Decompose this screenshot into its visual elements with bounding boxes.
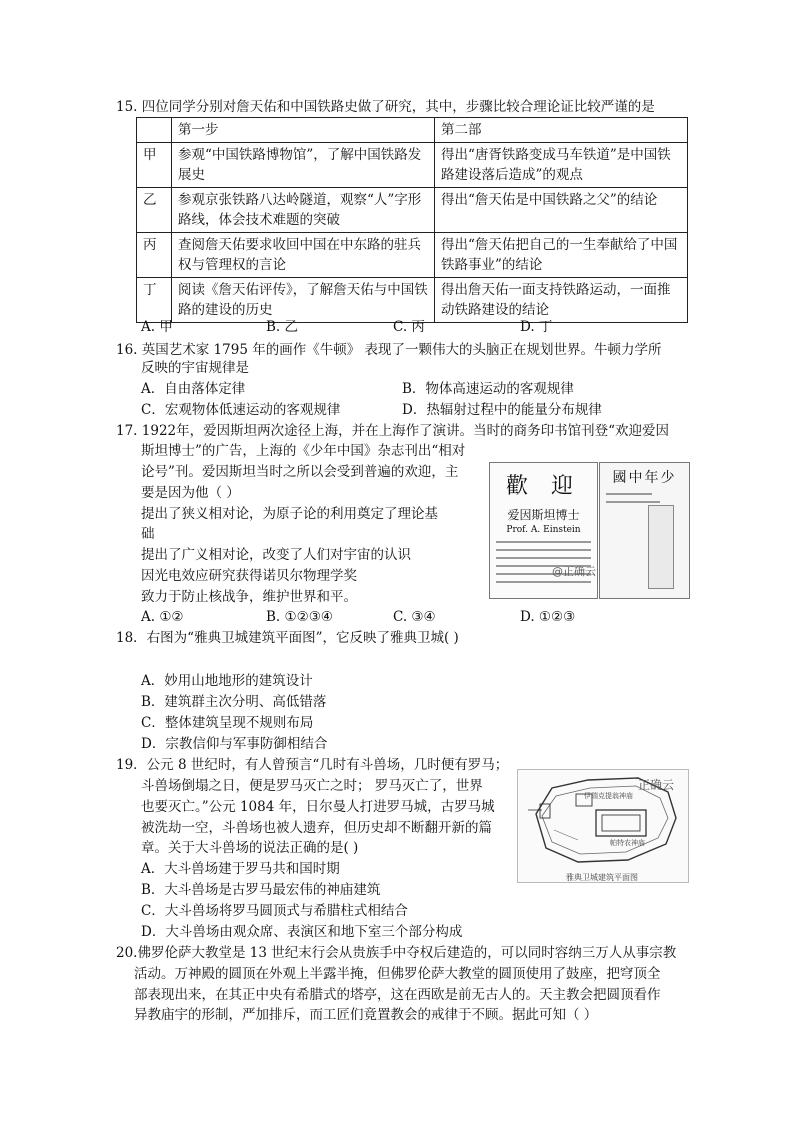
young-china-magazine-image bbox=[599, 462, 690, 599]
row-key: 乙 bbox=[137, 188, 172, 233]
q19-line: 章。关于大斗兽场的说法正确的是( ) bbox=[141, 840, 359, 856]
q15-option-c[interactable]: C. 丙 bbox=[393, 319, 425, 335]
table-row bbox=[137, 233, 688, 278]
q16-stem-line2: 反映的宇宙规律是 bbox=[141, 360, 249, 376]
magazine-cover-panel bbox=[648, 505, 674, 589]
row-step1: 参观“中国铁路博物馆”，了解中国铁路发展史 bbox=[172, 143, 435, 188]
table-row bbox=[137, 188, 688, 233]
q15-option-b[interactable]: B. 乙 bbox=[266, 319, 299, 335]
q17-option-c[interactable]: C. ③④ bbox=[393, 609, 436, 625]
q16-option-b[interactable]: B．物体高速运动的客观规律 bbox=[402, 381, 574, 397]
q17-line: 17. 1922年，爱因斯坦两次途径上海，并在上海作了演讲。当时的商务印书馆刊登“欢迎爱因 bbox=[116, 423, 670, 439]
ad-subtitle: 爱因斯坦博士 bbox=[507, 508, 580, 522]
q20-line: 活动。万神殿的圆顶在外观上半露半掩，但佛罗伦萨大教堂的圆顶使用了鼓座，把穹顶全 bbox=[134, 966, 661, 982]
q17-option-d[interactable]: D. ①②③ bbox=[520, 609, 576, 625]
row-step1: 参观京张铁路八达岭隧道，观察“人”字形路线，体会技术难题的突破 bbox=[172, 188, 435, 233]
q16-stem-line1: 16. 英国艺术家 1795 年的画作《牛顿》 表现了一颗伟大的头脑正在规划世界。牛顿力学所 bbox=[116, 342, 662, 358]
table-cell bbox=[137, 118, 172, 143]
ad-title: 歡 迎 bbox=[506, 474, 581, 499]
q18-option-c[interactable]: C．整体建筑呈现不规则布局 bbox=[141, 715, 314, 731]
q17-item-1: 提出了狭义相对论，为原子论的利用奠定了理论基 bbox=[141, 506, 438, 522]
q15-option-a[interactable]: A. 甲 bbox=[141, 319, 173, 335]
acropolis-plan-figure bbox=[517, 769, 689, 883]
row-step2: 得出“詹天佑把自己的一生奉献给了中国铁路事业”的结论 bbox=[435, 233, 688, 278]
magazine-title: 國中年少 bbox=[612, 470, 677, 486]
q15-table bbox=[136, 117, 688, 323]
einstein-welcome-ad-image bbox=[489, 462, 598, 599]
q19-line: 斗兽场倒塌之日，便是罗马灭亡之时； 罗马灭亡了，世界 bbox=[141, 778, 483, 794]
figure-watermark: 正确云 bbox=[638, 778, 675, 792]
table-row bbox=[137, 143, 688, 188]
q16-option-d[interactable]: D．热辐射过程中的能量分布规律 bbox=[402, 402, 602, 418]
q15-option-d[interactable]: D. 丁 bbox=[520, 319, 553, 335]
row-step2: 得出“唐胥铁路变成马车铁道”是中国铁路建设落后造成”的观点 bbox=[435, 143, 688, 188]
row-key: 甲 bbox=[137, 143, 172, 188]
q17-line: 斯坦博士”的广告，上海的《少年中国》杂志刊出“相对 bbox=[141, 443, 466, 459]
q20-line: 20.佛罗伦萨大教堂是 13 世纪末行会从贵族手中夺权后建造的，可以同时容纳三万人从事宗教 bbox=[116, 945, 677, 961]
q17-item-2: 提出了广义相对论，改变了人们对宇宙的认识 bbox=[141, 547, 411, 563]
row-step1: 查阅詹天佑要求收回中国在中东路的驻兵权与管理权的言论 bbox=[172, 233, 435, 278]
q17-option-b[interactable]: B. ①②③④ bbox=[266, 609, 333, 625]
row-key: 丙 bbox=[137, 233, 172, 278]
q19-option-d[interactable]: D．大斗兽场由观众席、表演区和地下室三个部分构成 bbox=[141, 924, 463, 940]
table-row bbox=[137, 278, 688, 323]
watermark-stamp: @正确云 bbox=[552, 565, 596, 578]
q19-line: 19．公元 8 世纪时，有人曾预言“几时有斗兽场，几时便有罗马； bbox=[116, 757, 509, 773]
figure-label: 伊瑞克提翁神庙 bbox=[584, 792, 633, 800]
q17-item-3: 因光电效应研究获得诺贝尔物理学奖 bbox=[141, 568, 357, 584]
magazine-text-lines bbox=[606, 493, 683, 503]
figure-caption: 雅典卫城建筑平面图 bbox=[566, 873, 638, 882]
q19-option-c[interactable]: C．大斗兽场将罗马圆顶式与希腊柱式相结合 bbox=[141, 903, 408, 919]
q15-stem: 15. 四位同学分别对詹天佑和中国铁路史做了研究，其中，步骤比较合理论证比较严谨的是 bbox=[116, 99, 655, 115]
q16-option-a[interactable]: A．自由落体定律 bbox=[141, 381, 246, 397]
q18-option-a[interactable]: A．妙用山地地形的建筑设计 bbox=[141, 673, 313, 689]
q19-line: 被洗劫一空，斗兽场也被人遗弃，但历史却不断翻开新的篇 bbox=[141, 820, 492, 836]
q17-item-1-cont: 础 bbox=[141, 526, 155, 542]
q18-option-d[interactable]: D．宗教信仰与军事防御相结合 bbox=[141, 736, 328, 752]
row-step1: 阅读《詹天佑评传》，了解詹天佑与中国铁路的建设的历史 bbox=[172, 278, 435, 323]
q19-option-a[interactable]: A．大斗兽场建于罗马共和国时期 bbox=[141, 861, 340, 877]
row-step2: 得出詹天佑一面支持铁路运动，一面推动铁路建设的结论 bbox=[435, 278, 688, 323]
table-header-step1: 第一步 bbox=[172, 118, 435, 143]
row-step2: 得出“詹天佑是中国铁路之父”的结论 bbox=[435, 188, 688, 233]
ad-subtitle-en: Prof. A. Einstein bbox=[506, 525, 581, 535]
table-row bbox=[137, 118, 688, 143]
q17-line: 要是因为他（ ） bbox=[141, 485, 240, 501]
q20-line: 异教庙宇的形制，严加排斥，而工匠们竟置教会的戒律于不顾。据此可知（ ） bbox=[134, 1007, 598, 1023]
q19-line: 也要灭亡。”公元 1084 年，日尔曼人打进罗马城，古罗马城 bbox=[141, 799, 495, 815]
q19-option-b[interactable]: B．大斗兽场是古罗马最宏伟的神庙建筑 bbox=[141, 882, 381, 898]
q17-option-a[interactable]: A. ①② bbox=[141, 609, 184, 625]
q16-option-c[interactable]: C．宏观物体低速运动的客观规律 bbox=[141, 402, 341, 418]
q18-option-b[interactable]: B．建筑群主次分明、高低错落 bbox=[141, 694, 327, 710]
figure-label: 帕特农神庙 bbox=[610, 839, 645, 847]
q17-item-4: 致力于防止核战争，维护世界和平。 bbox=[141, 589, 357, 605]
q20-line: 部表现出来，在其正中央有希腊式的塔亭，这在西欧是前无古人的。天主教会把圆顶看作 bbox=[134, 987, 661, 1003]
row-key: 丁 bbox=[137, 278, 172, 323]
table-header-step2: 第二部 bbox=[435, 118, 688, 143]
q18-stem: 18．右图为“雅典卫城建筑平面图”，它反映了雅典卫城( ) bbox=[116, 630, 459, 646]
q17-line: 论号”刊。爱因斯坦当时之所以会受到普遍的欢迎，主 bbox=[141, 464, 459, 480]
